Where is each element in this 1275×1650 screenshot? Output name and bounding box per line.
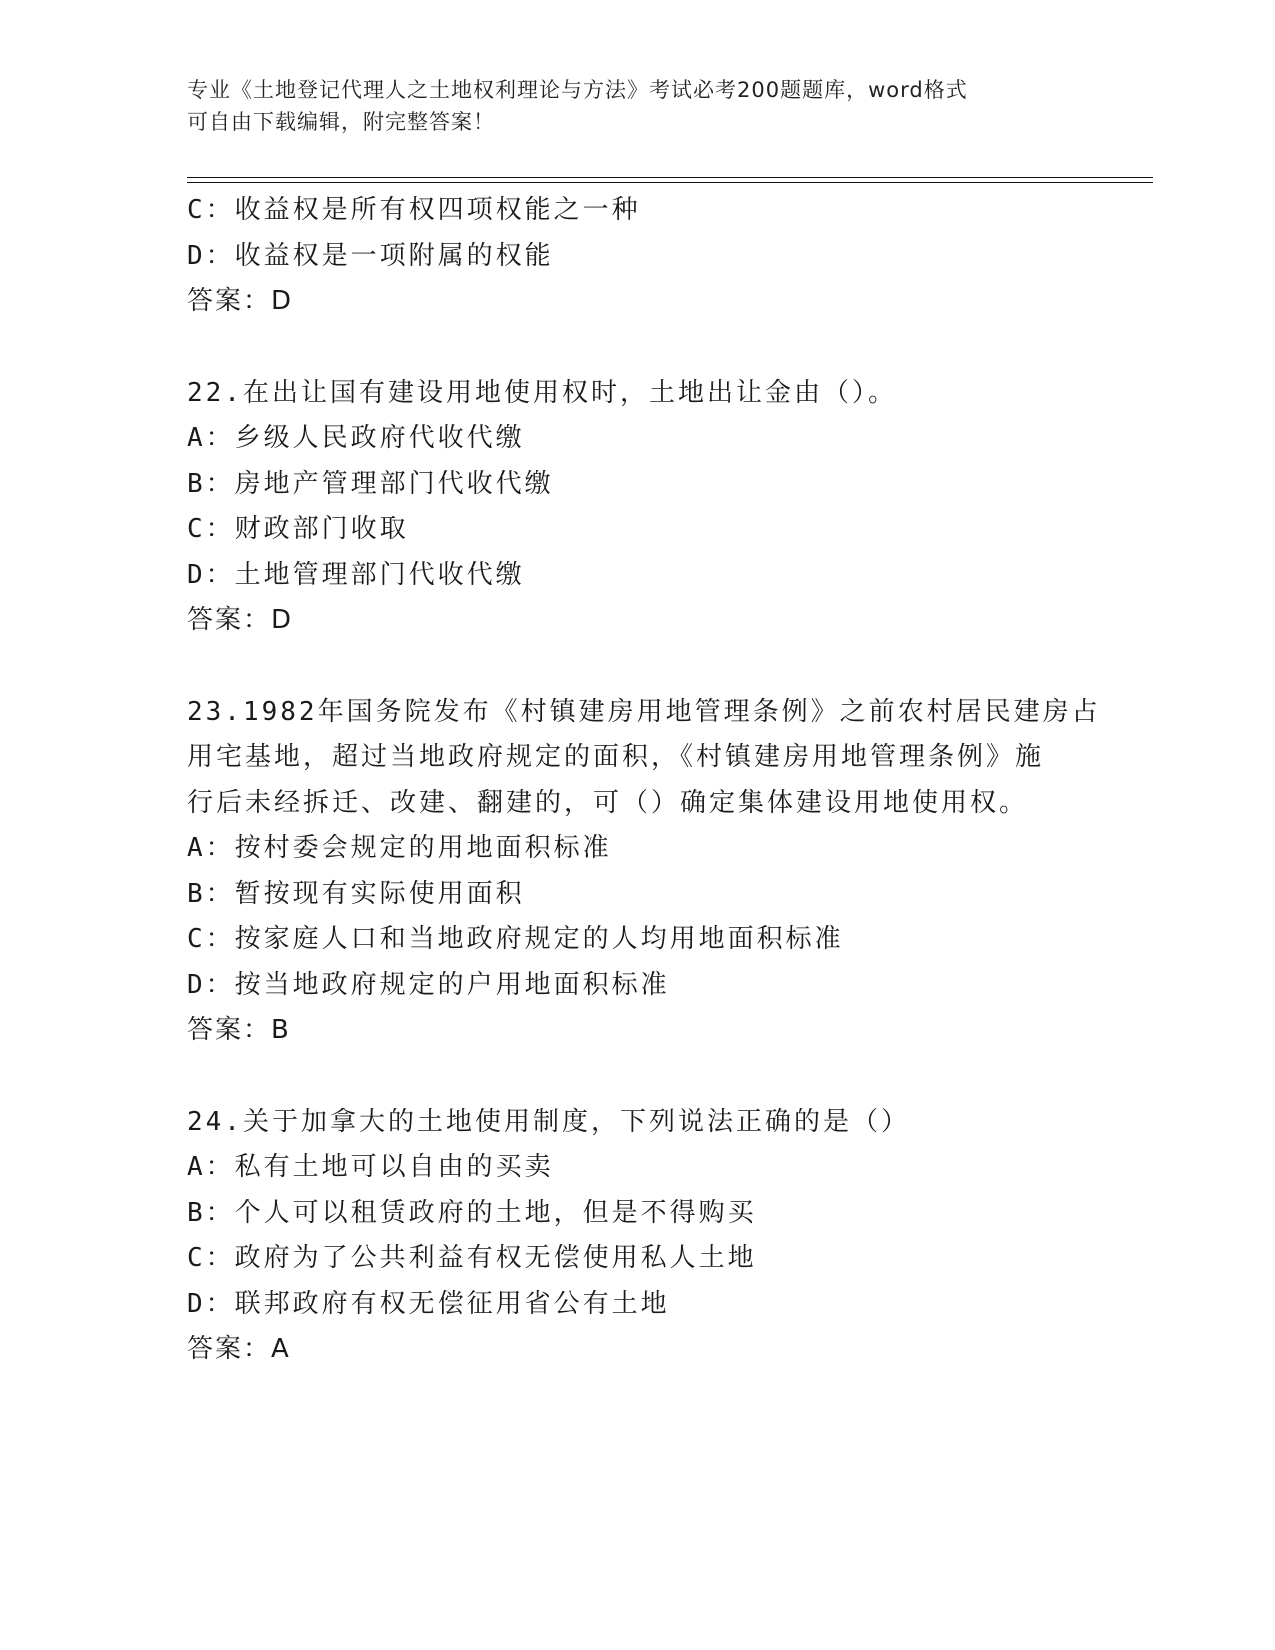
- answer-line: 答案：A: [187, 1334, 291, 1364]
- question-stem: 24.关于加拿大的土地使用制度，下列说法正确的是（）: [187, 1106, 910, 1137]
- question-stem: 22.在出让国有建设用地使用权时，土地出让金由（）。: [187, 377, 897, 408]
- question-stem: 用宅基地，超过当地政府规定的面积，《村镇建房用地管理条例》施: [187, 742, 1045, 772]
- question-block-23: [187, 690, 1101, 1054]
- option-d: D：联邦政府有权无偿征用省公有土地: [187, 1288, 670, 1319]
- option-b: B：个人可以租赁政府的土地，但是不得购买: [187, 1197, 757, 1228]
- question-block-24: [187, 1100, 1087, 1373]
- header-divider-bottom: [187, 182, 1153, 183]
- question-block-21-continued: [187, 188, 1087, 325]
- document-body: [187, 188, 1101, 1373]
- option-d: D：土地管理部门代收代缴: [187, 559, 525, 590]
- spacer: [187, 644, 1087, 690]
- option-b: B：房地产管理部门代收代缴: [187, 468, 554, 499]
- spacer: [187, 325, 1087, 371]
- option-a: A：乡级人民政府代收代缴: [187, 423, 525, 453]
- question-stem: 行后未经拆迁、改建、翻建的，可（）确定集体建设用地使用权。: [187, 787, 1029, 818]
- option-d: D：收益权是一项附属的权能: [187, 240, 554, 271]
- option-c: C：按家庭人口和当地政府规定的人均用地面积标准: [187, 924, 844, 954]
- header-divider-top: [187, 177, 1153, 178]
- answer-line: 答案：D: [187, 605, 294, 635]
- option-d: D：按当地政府规定的户用地面积标准: [187, 969, 670, 1000]
- question-block-22: [187, 371, 1087, 644]
- option-a: A：私有土地可以自由的买卖: [187, 1152, 554, 1182]
- option-c: C：收益权是所有权四项权能之一种: [187, 195, 641, 225]
- header-line-2: 可自由下载编辑，附完整答案！: [187, 110, 495, 134]
- option-c: C：政府为了公共利益有权无偿使用私人土地: [187, 1243, 757, 1273]
- header-line-1: 专业《土地登记代理人之土地权利理论与方法》考试必考200题题库，word格式: [187, 78, 968, 102]
- answer-line: 答案：B: [187, 1015, 291, 1045]
- spacer: [187, 1054, 1087, 1100]
- option-c: C：财政部门收取: [187, 514, 409, 544]
- question-stem: 23.1982年国务院发布《村镇建房用地管理条例》之前农村居民建房占: [187, 696, 1101, 727]
- option-a: A：按村委会规定的用地面积标准: [187, 833, 612, 863]
- document-header: [187, 74, 1067, 138]
- option-b: B：暂按现有实际使用面积: [187, 878, 525, 909]
- answer-line: 答案：D: [187, 286, 294, 316]
